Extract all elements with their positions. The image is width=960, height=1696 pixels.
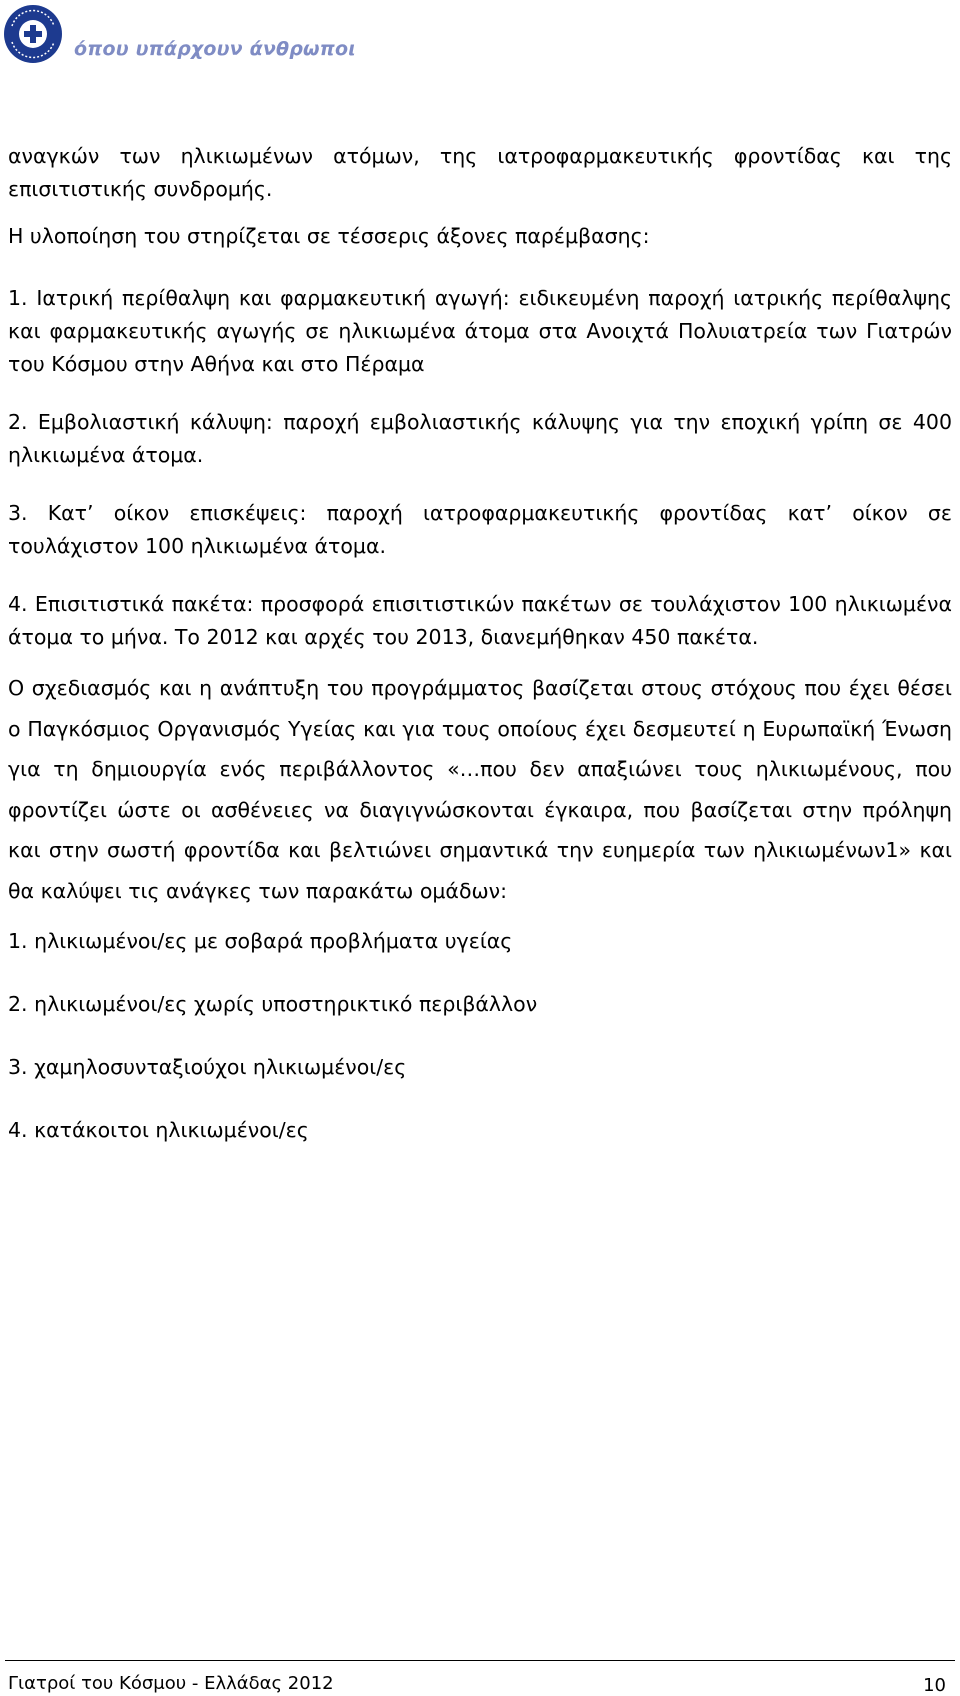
page-footer	[0, 1660, 960, 1695]
organization-logo	[2, 4, 64, 64]
axis-item-4: 4. Επισιτιστικά πακέτα: προσφορά επισιτιστικών πακέτων σε τουλάχιστον 100 ηλικιωμένα άτομα το μήνα. Το 2012 και αρχές του 2013, διανεμήθηκαν 450 πακέτα.	[8, 592, 952, 649]
program-design-paragraph: Ο σχεδιασμός και η ανάπτυξη του προγράμματος βασίζεται στους στόχους που έχει θέσει ο Παγκόσμιος Οργανισμός Υγείας και για τους οποίους έχει δεσμευτεί η Ευρωπαϊκή Ένωση για τη δημιουργία ενός περιβάλλοντος «…που δεν απαξιώνει τους ηλικιωμένους, που φροντίζει ώστε οι ασθένειες να διαγιγνώσκονται έγκαιρα, που βασίζεται στην πρόληψη και στην σωστή φροντίδα και βελτιώνει σημαντικά την ευημερία των ηλικιωμένων1» και θα καλύψει τις ανάγκες των παρακάτω ομάδων:	[8, 676, 952, 903]
footer-organization: Γιατροί του Κόσμου - Ελλάδας 2012	[8, 1673, 334, 1694]
document-body	[8, 140, 952, 1177]
target-group-2: 2. ηλικιωμένοι/ες χωρίς υποστηρικτικό περιβάλλον	[8, 992, 538, 1016]
target-group-3: 3. χαμηλοσυνταξιούχοι ηλικιωμένοι/ες	[8, 1055, 407, 1079]
target-group-4: 4. κατάκοιτοι ηλικιωμένοι/ες	[8, 1118, 309, 1142]
tagline: όπου υπάρχουν άνθρωποι	[74, 38, 356, 60]
page-header	[0, 0, 960, 70]
axis-item-2: 2. Εμβολιαστική κάλυψη: παροχή εμβολιαστικής κάλυψης για την εποχική γρίπη σε 400 ηλικιωμένα άτομα.	[8, 410, 952, 467]
axis-item-1: 1. Ιατρική περίθαλψη και φαρμακευτική αγωγή: ειδικευμένη παροχή ιατρικής περίθαλψης και φαρμακευτικής αγωγής σε ηλικιωμένα άτομα στα Ανοιχτά Πολυιατρεία των Γιατρών του Κόσμου στην Αθήνα και στο Πέραμα	[8, 286, 952, 376]
page-number: 10	[923, 1675, 946, 1696]
footer-divider	[5, 1660, 955, 1661]
axis-item-3: 3. Κατ’ οίκον επισκέψεις: παροχή ιατροφαρμακευτικής φροντίδας κατ’ οίκον σε τουλάχιστον 100 ηλικιωμένα άτομα.	[8, 501, 952, 558]
axes-intro: Η υλοποίηση του στηρίζεται σε τέσσερις άξονες παρέμβασης:	[8, 224, 650, 248]
intro-paragraph: αναγκών των ηλικιωμένων ατόμων, της ιατροφαρμακευτικής φροντίδας και της επισιτιστικής συνδρομής.	[8, 144, 952, 201]
target-group-1: 1. ηλικιωμένοι/ες με σοβαρά προβλήματα υγείας	[8, 929, 513, 953]
